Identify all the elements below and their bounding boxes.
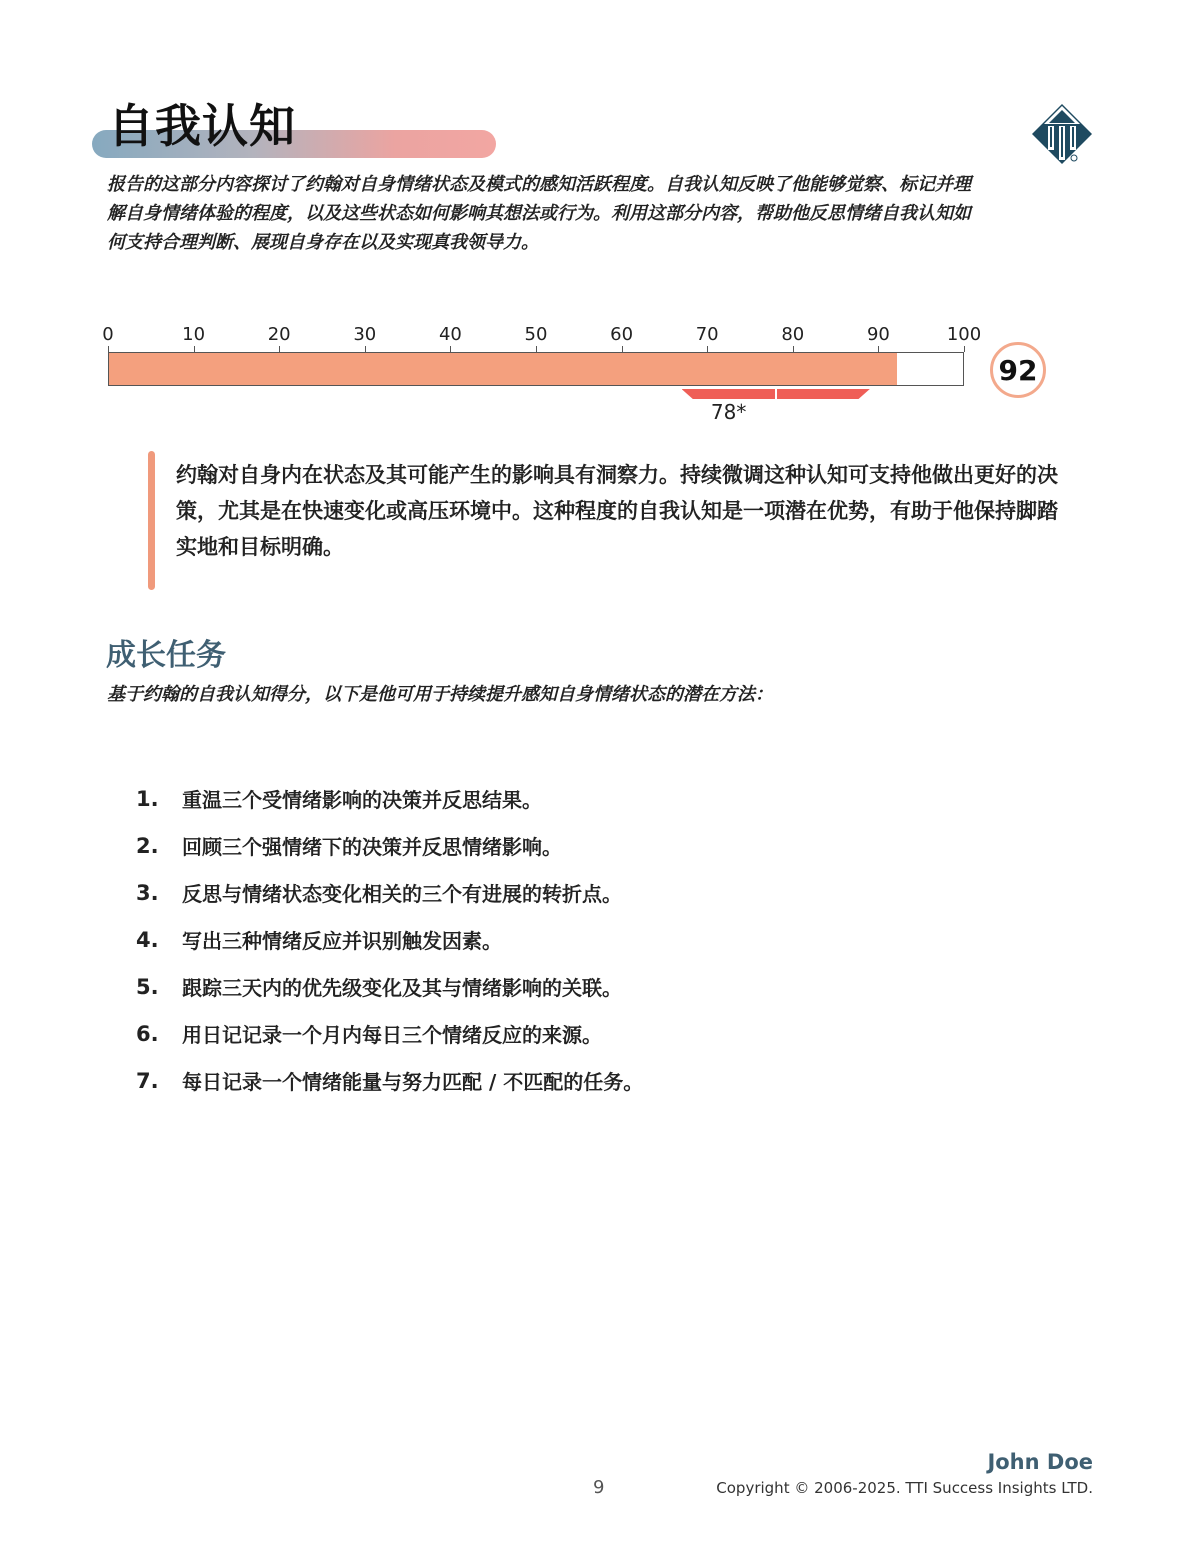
tick-mark [964, 346, 965, 352]
tick-label: 20 [267, 324, 291, 345]
footer-person-name: John Doe [987, 1450, 1093, 1474]
page-number: 9 [593, 1477, 605, 1498]
score-bar-frame [108, 352, 964, 386]
tick-label: 80 [781, 324, 805, 345]
list-item [136, 1010, 643, 1057]
intro-paragraph: 报告的这部分内容探讨了约翰对自身情绪状态及模式的感知活跃程度。自我认知反映了他能够觉察、标记并理解自身情绪体验的程度，以及这些状态如何影响其想法或行为。利用这部分内容，帮助他反思情绪自我认知如何支持合理判断、展现自身存在以及实现真我领导力。 [107, 174, 971, 253]
tick-label: 90 [866, 324, 890, 345]
tick-mark [108, 346, 109, 352]
task-number: 7. [136, 1068, 159, 1093]
tick-mark [450, 346, 451, 352]
callout-accent-bar [148, 451, 155, 590]
page-title: 自我认知 [108, 99, 296, 153]
tick-mark [279, 346, 280, 352]
tti-logo-icon [1028, 100, 1096, 168]
tick-mark [622, 346, 623, 352]
tick-label: 10 [182, 324, 206, 345]
task-number: 1. [136, 786, 159, 811]
list-item [136, 1057, 643, 1104]
task-text: 回顾三个强情绪下的决策并反思情绪影响。 [182, 835, 562, 859]
list-item [136, 916, 643, 963]
tick-mark [536, 346, 537, 352]
tick-label: 100 [946, 324, 982, 345]
list-item [136, 775, 643, 822]
tick-mark [365, 346, 366, 352]
score-scale [102, 322, 982, 432]
list-item [136, 963, 643, 1010]
tick-mark [194, 346, 195, 352]
task-text: 写出三种情绪反应并识别触发因素。 [182, 929, 502, 953]
tick-label: 50 [524, 324, 548, 345]
tick-label: 60 [610, 324, 634, 345]
tick-label: 70 [695, 324, 719, 345]
page-title-block [92, 96, 502, 166]
task-number: 6. [136, 1021, 159, 1046]
task-number: 2. [136, 833, 159, 858]
task-text: 每日记录一个情绪能量与努力匹配 / 不匹配的任务。 [182, 1070, 644, 1094]
score-bar-fill [109, 353, 897, 385]
task-text: 重温三个受情绪影响的决策并反思结果。 [182, 788, 542, 812]
callout-text: 约翰对自身内在状态及其可能产生的影响具有洞察力。持续微调这种认知可支持他做出更好的决策，尤其是在快速变化或高压环境中。这种程度的自我认知是一项潜在优势，有助于他保持脚踏实地和目标明确。 [176, 463, 1058, 559]
tick-mark [878, 346, 879, 352]
insight-callout [148, 451, 1088, 590]
task-text: 跟踪三天内的优先级变化及其与情绪影响的关联。 [182, 976, 622, 1000]
growth-section-subtitle: 基于约翰的自我认知得分，以下是他可用于持续提升感知自身情绪状态的潜在方法： [107, 684, 773, 705]
footer-copyright: Copyright © 2006-2025. TTI Success Insights LTD. [716, 1479, 1093, 1497]
list-item [136, 869, 643, 916]
norm-marker [775, 388, 777, 400]
tick-label: 30 [353, 324, 377, 345]
tick-mark [793, 346, 794, 352]
task-text: 用日记记录一个月内每日三个情绪反应的来源。 [182, 1023, 602, 1047]
score-badge: 92 [990, 342, 1046, 398]
task-text: 反思与情绪状态变化相关的三个有进展的转折点。 [182, 882, 622, 906]
task-number: 4. [136, 927, 159, 952]
norm-label: 78* [710, 400, 747, 424]
task-number: 3. [136, 880, 159, 905]
growth-task-list [136, 775, 643, 1104]
task-number: 5. [136, 974, 159, 999]
list-item [136, 822, 643, 869]
tick-mark [707, 346, 708, 352]
growth-section-title: 成长任务 [106, 638, 226, 673]
tick-label: 40 [438, 324, 462, 345]
tick-label: 0 [102, 324, 114, 345]
